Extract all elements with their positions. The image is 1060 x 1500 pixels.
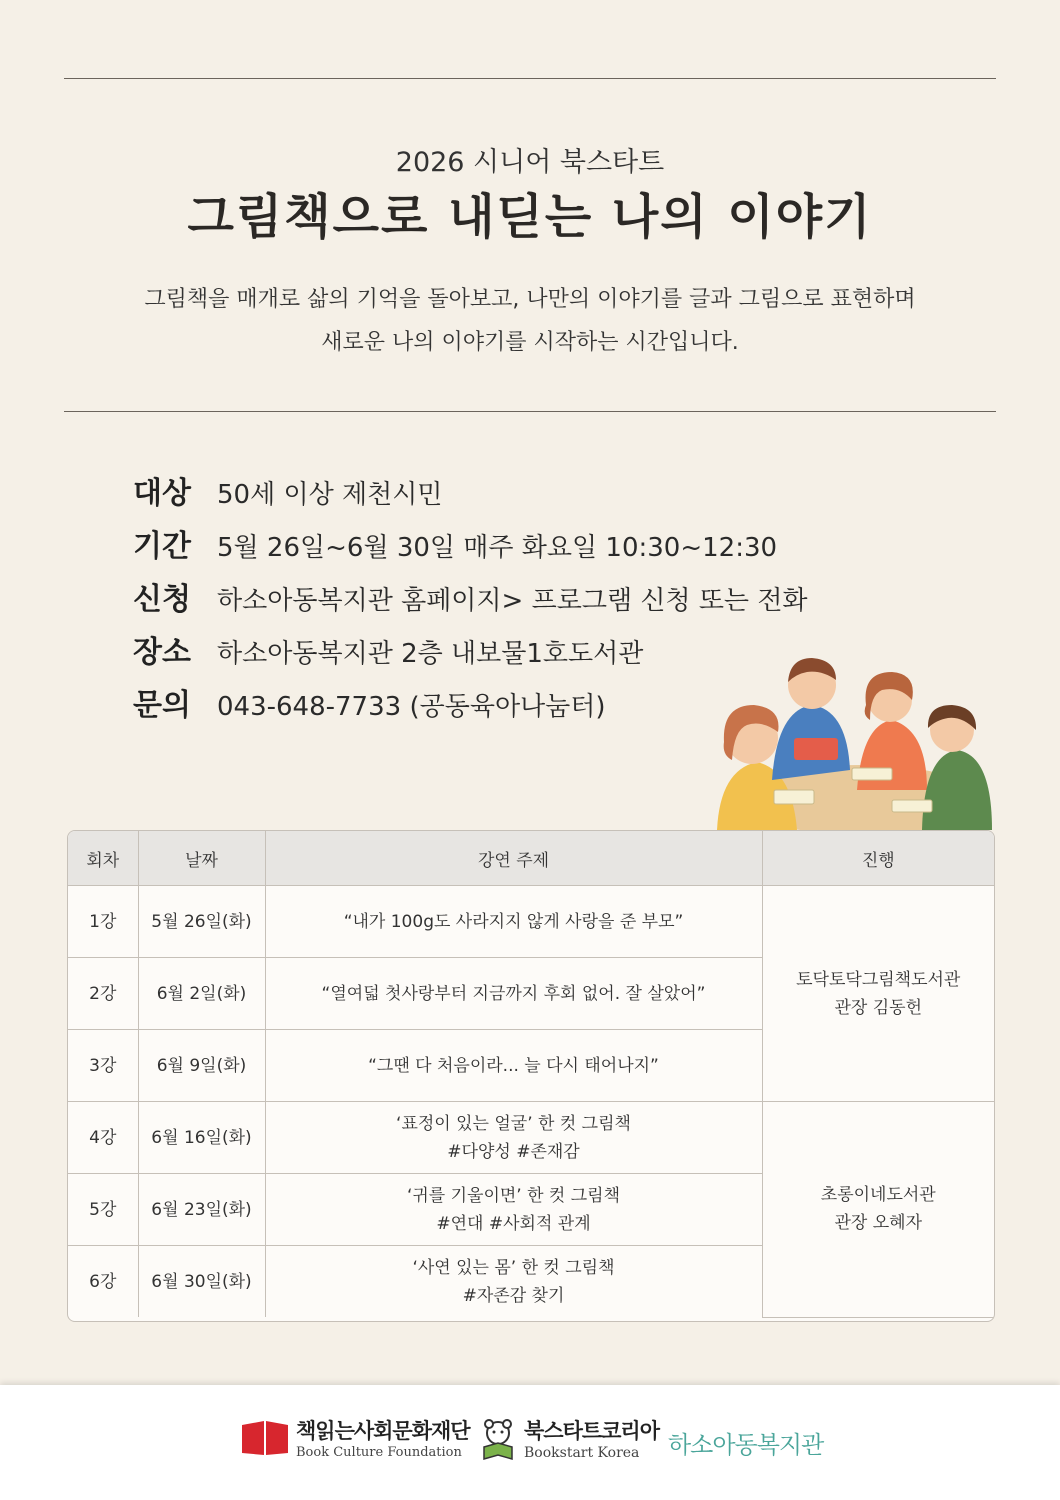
info-row-period (133, 521, 808, 574)
info-row-target (133, 468, 808, 521)
logo-main-text: 책읽는사회문화재단 (296, 1419, 470, 1443)
logo-sub-text: Bookstart Korea (524, 1445, 640, 1461)
info-value: 하소아동복지관 2층 내보물1호도서관 (217, 639, 644, 669)
sponsor-footer (0, 1385, 1060, 1500)
topic-cell (265, 1030, 762, 1102)
topic-line: “그땐 다 처음이라... 늘 다시 태어나지” (368, 1055, 659, 1076)
presenter-library: 초롱이네도서관 (820, 1185, 936, 1206)
topic-line: “내가 100g도 사라지지 않게 사랑을 준 부모” (343, 911, 684, 932)
intro-text (0, 278, 1060, 364)
intro-line-1: 그림책을 매개로 삶의 기억을 돌아보고, 나만의 이야기를 글과 그림으로 표현하며 (144, 287, 916, 312)
logo-main-text: 하소아동복지관 (668, 1431, 824, 1459)
session-cell: 3강 (68, 1030, 138, 1102)
topic-cell (265, 1174, 762, 1246)
date-cell: 6월 9일(화) (138, 1030, 265, 1102)
topic-line: ‘사연 있는 몸’ 한 컷 그림책 (412, 1257, 615, 1278)
info-label: 문의 (133, 688, 191, 723)
presenter-cell (762, 1102, 994, 1318)
open-book-icon (240, 1419, 290, 1457)
presenter-library: 토닥토닥그림책도서관 (796, 969, 961, 990)
topic-cell (265, 1246, 762, 1318)
info-value: 50세 이상 제천시민 (217, 480, 443, 510)
date-cell: 5월 26일(화) (138, 886, 265, 958)
info-value: 5월 26일~6월 30일 매주 화요일 10:30~12:30 (217, 533, 778, 563)
table-header-row (68, 831, 994, 886)
presenter-name: 관장 김동헌 (834, 997, 922, 1018)
session-cell: 6강 (68, 1246, 138, 1318)
header-date: 날짜 (138, 831, 265, 886)
session-cell: 2강 (68, 958, 138, 1030)
event-title: 그림책으로 내딛는 나의 이야기 (187, 189, 873, 245)
date-cell: 6월 16일(화) (138, 1102, 265, 1174)
presenter-cell (762, 886, 994, 1102)
topic-hashtags: #연대 #사회적 관계 (436, 1213, 591, 1234)
date-cell: 6월 30일(화) (138, 1246, 265, 1318)
topic-hashtags: #자존감 찾기 (462, 1285, 565, 1306)
date-cell: 6월 23일(화) (138, 1174, 265, 1246)
logo-sub-text: Book Culture Foundation (296, 1445, 462, 1460)
info-row-place (133, 627, 808, 680)
topic-line: “열여덟 첫사랑부터 지금까지 후회 없어. 잘 살았어” (321, 983, 706, 1004)
logo-main-text: 북스타트코리아 (524, 1419, 660, 1443)
info-label: 대상 (133, 476, 191, 511)
header-presenter: 진행 (762, 831, 994, 886)
info-label: 신청 (133, 582, 191, 617)
topic-line: ‘표정이 있는 얼굴’ 한 컷 그림책 (396, 1113, 631, 1134)
middle-divider (64, 411, 996, 412)
topic-line: ‘귀를 기울이면’ 한 컷 그림책 (406, 1185, 621, 1206)
bear-reading-icon (476, 1417, 520, 1461)
event-info (133, 468, 808, 733)
session-cell: 4강 (68, 1102, 138, 1174)
info-label: 장소 (133, 635, 191, 670)
event-subtitle: 2026 시니어 북스타트 (395, 147, 665, 178)
info-row-contact (133, 680, 808, 733)
intro-line-2: 새로운 나의 이야기를 시작하는 시간입니다. (321, 330, 739, 355)
info-row-apply (133, 574, 808, 627)
info-value: 하소아동복지관 홈페이지> 프로그램 신청 또는 전화 (217, 586, 808, 616)
topic-cell (265, 886, 762, 958)
table-row (68, 1102, 994, 1174)
session-cell: 5강 (68, 1174, 138, 1246)
schedule-table (67, 830, 995, 1322)
topic-hashtags: #다양성 #존재감 (447, 1141, 580, 1162)
session-cell: 1강 (68, 886, 138, 958)
topic-cell (265, 958, 762, 1030)
info-value: 043-648-7733 (공동육아나눔터) (217, 692, 606, 722)
header-session: 회차 (68, 831, 138, 886)
date-cell: 6월 2일(화) (138, 958, 265, 1030)
reading-group-illustration (712, 650, 997, 830)
table-row (68, 886, 994, 958)
presenter-name: 관장 오혜자 (834, 1213, 922, 1234)
info-label: 기간 (133, 529, 191, 564)
haso-childrens-welfare-logo (668, 1425, 823, 1460)
top-divider (64, 78, 996, 79)
topic-cell (265, 1102, 762, 1174)
header-topic: 강연 주제 (265, 831, 762, 886)
